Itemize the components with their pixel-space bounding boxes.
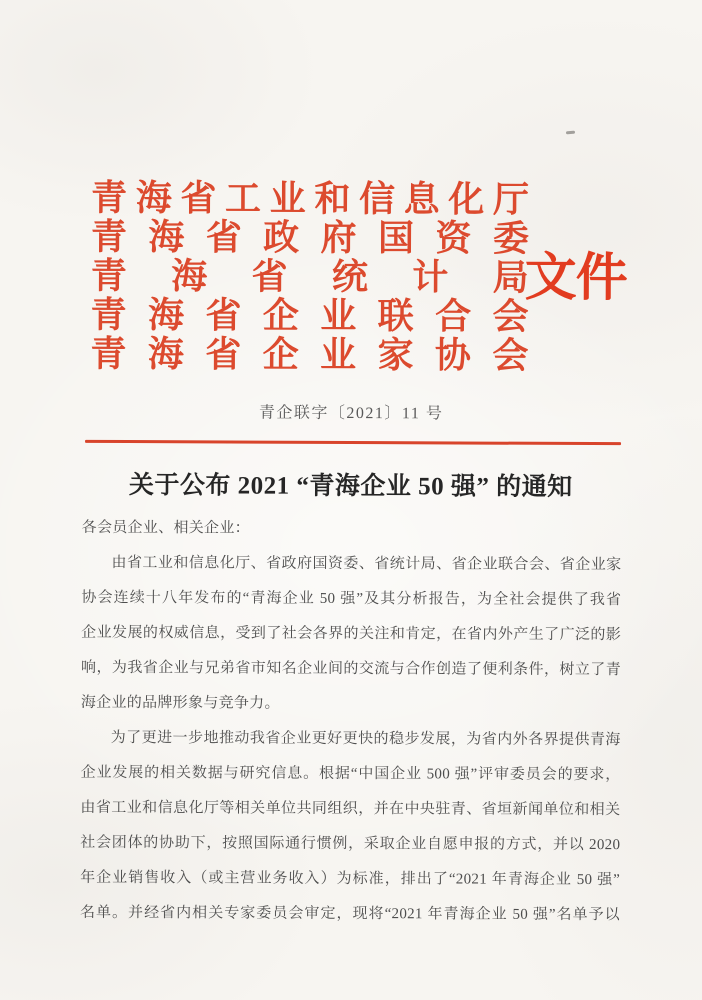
body-line: 年企业销售收入（或主营业务收入）为标准，排出了“2021 年青海企业 50 强” — [80, 869, 621, 889]
body-line: 协会连续十八年发布的“青海企业 50 强”及其分析报告，为全社会提供了我省 — [81, 589, 622, 609]
letterhead-line-3: 青 海 省 统 计 局 — [90, 255, 529, 298]
document-label: 文件 — [524, 249, 627, 308]
body-line: 社会团体的协助下，按照国际通行惯例，采取企业自愿申报的方式，并以 2020 — [80, 834, 621, 854]
body-line: 企业发展的相关数据与研究信息。根据“中国企业 500 强”评审委员会的要求， — [80, 764, 621, 784]
body-line: 由省工业和信息化厅等相关单位共同组织，并在中央驻青、省垣新闻单位和相关 — [80, 799, 621, 819]
letterhead — [90, 179, 529, 376]
letterhead-issuers — [90, 179, 529, 376]
notice-body — [80, 511, 622, 933]
salutation-line: 各会员企业、相关企业： — [81, 519, 251, 537]
letterhead-line-2: 青 海 省 政 府 国 资 委 — [90, 216, 529, 259]
body-line: 企业发展的权威信息，受到了社会各界的关注和肯定，在省内外产生了广泛的影 — [81, 624, 622, 644]
body-line: 海企业的品牌形象与竞争力。 — [80, 694, 280, 712]
notice-title: 关于公布 2021 “青海企业 50 强” 的通知 — [128, 472, 573, 501]
reference-number: 青企联字〔2021〕11 号 — [258, 404, 444, 423]
body-paragraphs — [80, 546, 622, 933]
body-line: 由省工业和信息化厅、省政府国资委、省统计局、省企业联合会、省企业家 — [111, 554, 622, 574]
body-line: 响，为我省企业与兄弟省市知名企业间的交流与合作创造了便利条件，树立了青 — [81, 659, 622, 679]
red-separator-rule — [85, 440, 621, 445]
scan-speck — [566, 131, 575, 135]
body-line: 为了更进一步地推动我省企业更好更快的稳步发展，为省内外各界提供青海 — [110, 729, 621, 749]
letterhead-line-4: 青 海 省 企 业 联 合 会 — [90, 294, 529, 337]
letterhead-line-5: 青 海 省 企 业 家 协 会 — [90, 333, 529, 376]
body-line: 名单。并经省内相关专家委员会审定，现将“2021 年青海企业 50 强”名单予以 — [79, 904, 621, 924]
letterhead-line-1: 青 海 省 工 业 和 信 息 化 厅 — [91, 177, 530, 220]
